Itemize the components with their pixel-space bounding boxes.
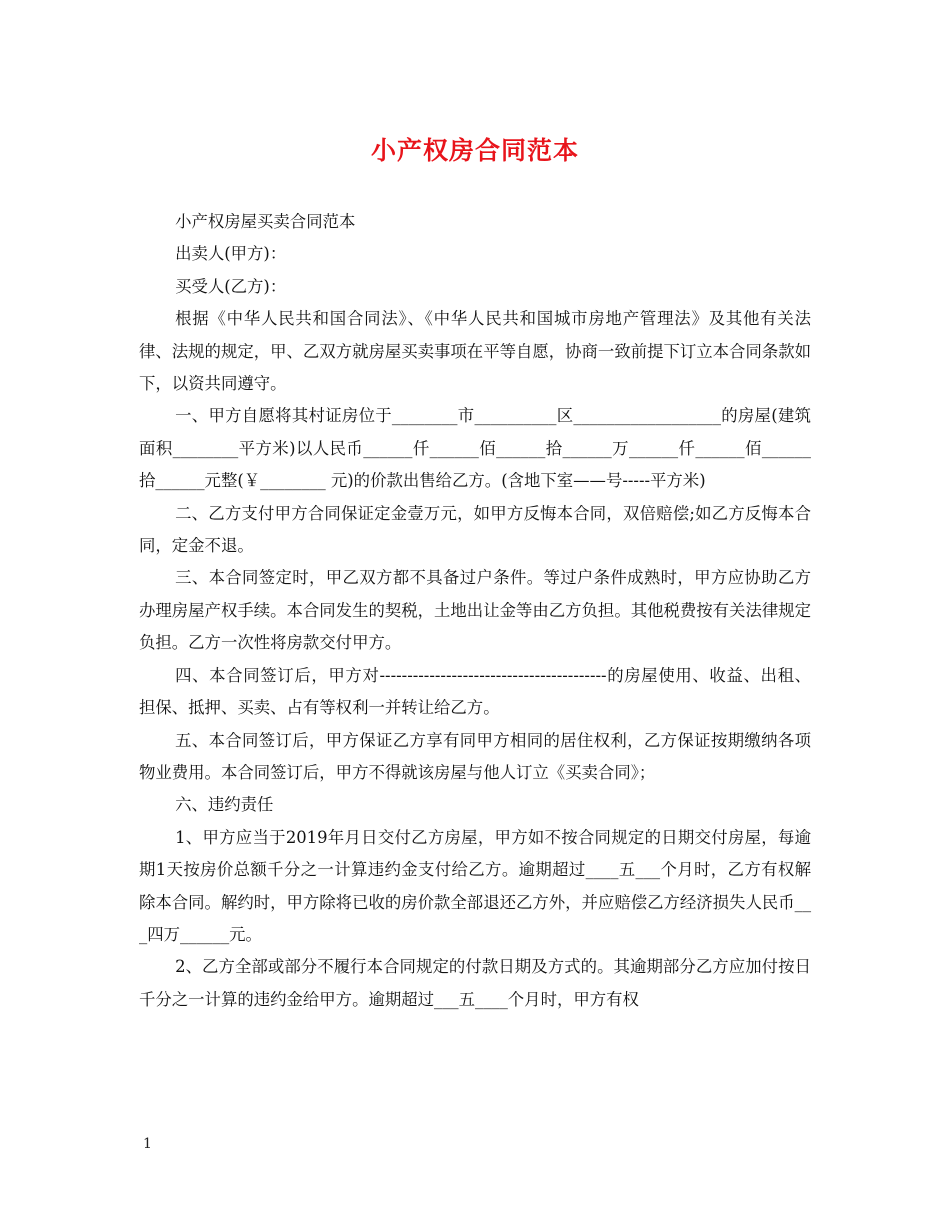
paragraph-clause-2: 二、乙方支付甲方合同保证定金壹万元，如甲方反悔本合同，双倍赔偿;如乙方反悔本合同，定金不退。 — [139, 503, 811, 556]
paragraph-clause-4: 四、本合同签订后，甲方对-----------------------------------------的房屋使用、收益、出租、担保、抵押、买卖、占有等权利一并转让给乙方。 — [139, 665, 811, 718]
paragraph-clause-5: 五、本合同签订后，甲方保证乙方享有同甲方相同的居住权利，乙方保证按期缴纳各项物业费用。本合同签订后，甲方不得就该房屋与他人订立《买卖合同》； — [139, 730, 811, 782]
paragraph-clause-6-heading: 六、违约责任 — [175, 795, 274, 815]
paragraph-clause-6-1: 1、甲方应当于2019年月日交付乙方房屋，甲方如不按合同规定的日期交付房屋，每逾期1天按房价总额千分之一计算违约金支付给乙方。逾期超过____五___个月时，乙方有权解除本合同。解约时，甲方除将已收的房价款全部退还乙方外，并应赔偿乙方经济损失人民币___四万______元。 — [139, 827, 812, 944]
paragraph-subtitle: 小产权房屋买卖合同范本 — [175, 212, 356, 231]
paragraph-seller: 出卖人(甲方)： — [175, 244, 287, 264]
paragraph-clause-6-2: 2、乙方全部或部分不履行本合同规定的付款日期及方式的。其逾期部分乙方应加付按日千分之一计算的违约金给甲方。逾期超过___五____个月时，甲方有权 — [139, 957, 811, 1009]
paragraph-clause-1: 一、甲方自愿将其村证房位于________市__________区__________________的房屋(建筑面积________平方米)以人民币______仟______佰______拾______万______仟______佰______拾______元整(￥________ 元)的价款出售给乙方。(含地下室——号-----平方米) — [139, 406, 811, 491]
paragraph-preamble: 根据《中华人民共和国合同法》、《中华人民共和国城市房地产管理法》及其他有关法 律、法规的规定，甲、乙双方就房屋买卖事项在平等自愿，协商一致前提下订立本合同条款如下，以资共同遵守。 — [139, 309, 812, 394]
document-title: 小产权房合同范本 — [370, 136, 579, 165]
paragraph-clause-3: 三、本合同签定时，甲乙双方都不具备过户条件。等过户条件成熟时，甲方应协助乙方办理房屋产权手续。本合同发生的契税，土地出让金等由乙方负担。其他税费按有关法律规定负担。乙方一次性将房款交付甲方。 — [139, 568, 812, 653]
page-number: 1 — [143, 1136, 152, 1152]
paragraph-buyer: 买受人(乙方)： — [175, 276, 287, 296]
document-body — [139, 206, 811, 1016]
